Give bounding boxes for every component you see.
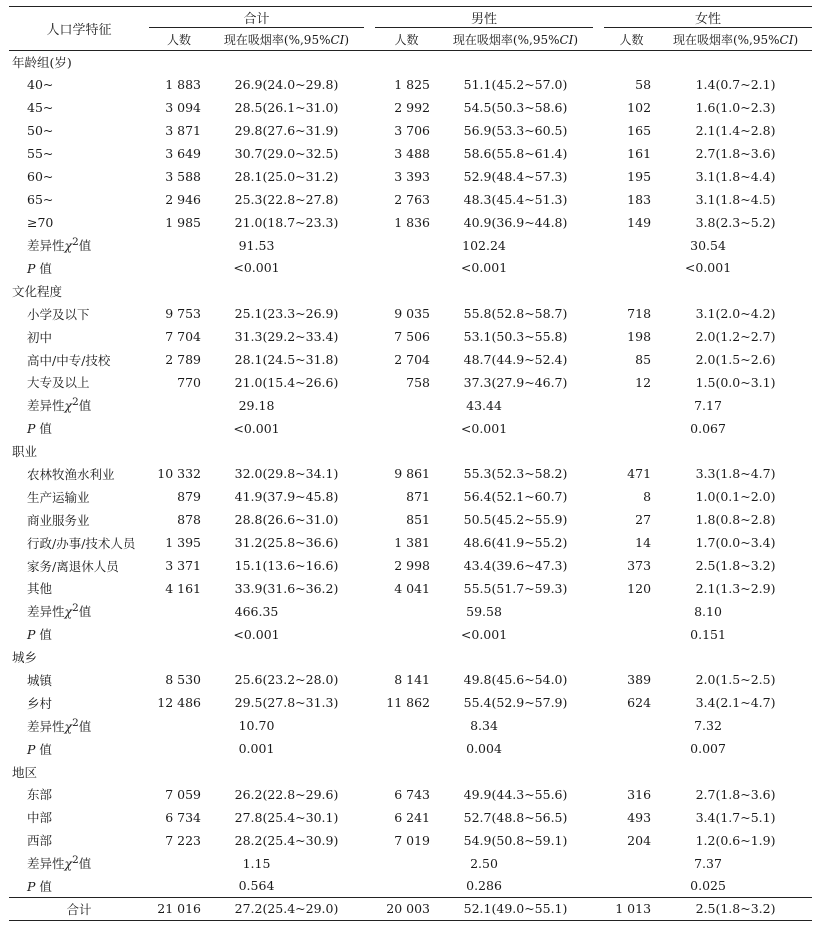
group-header-female: 女性 — [604, 7, 812, 28]
female-rate-cell: 2.0(1.5~2.6) — [695, 352, 776, 368]
row-label: 其他 — [27, 581, 53, 597]
total-count-cell: 12 486 — [157, 695, 201, 711]
female-rate-cell: 3.3(1.8~4.7) — [695, 466, 776, 482]
male-count-cell: 1 381 — [394, 535, 431, 551]
count-header: 人数 — [166, 32, 191, 47]
total-count-cell: 1 985 — [165, 214, 201, 230]
male-count-cell: 7 019 — [394, 832, 431, 848]
male-count-cell: 20 003 — [386, 901, 431, 917]
male-rate-cell: 48.6(41.9~55.2) — [463, 535, 568, 551]
male-rate-cell: 55.3(52.3~58.2) — [463, 466, 568, 482]
male-rate-cell: 48.3(45.4~51.3) — [463, 191, 568, 207]
male-rate-cell: 55.8(52.8~58.7) — [463, 306, 568, 322]
female-rate-cell: 1.8(0.8~2.8) — [695, 512, 776, 528]
total-rate-cell: 28.5(26.1~31.0) — [234, 100, 339, 116]
female-rate-cell: 2.7(1.8~3.6) — [695, 146, 776, 161]
total-count-cell: 770 — [177, 374, 201, 390]
p-total-cell: 0.001 — [238, 741, 275, 757]
table-row — [9, 119, 812, 142]
male-count-cell: 871 — [406, 489, 431, 505]
female-count-cell: 14 — [635, 535, 652, 551]
rate-header: 现在吸烟率(%,95%CI) — [452, 32, 579, 47]
female-count-cell: 195 — [627, 168, 652, 184]
row-label: 西部 — [27, 833, 53, 849]
table-row — [9, 691, 812, 714]
section-title: 文化程度 — [12, 283, 63, 299]
row-label: 60~ — [27, 168, 54, 184]
total-rate-cell: 41.9(37.9~45.8) — [234, 489, 339, 505]
section-title: 职业 — [12, 444, 38, 460]
male-count-cell: 3 706 — [394, 123, 431, 139]
row-label: 农林牧渔水利业 — [27, 466, 115, 482]
row-label: 商业服务业 — [27, 512, 90, 528]
male-rate-cell: 49.8(45.6~54.0) — [463, 672, 568, 688]
female-count-cell: 120 — [627, 580, 652, 596]
p-total-cell: <0.001 — [233, 260, 280, 276]
female-count-cell: 373 — [627, 558, 652, 574]
male-rate-cell: 37.3(27.9~46.7) — [463, 374, 568, 390]
p-female-cell: 0.067 — [690, 420, 726, 436]
chi-square-row — [9, 600, 812, 623]
section-header-row — [9, 279, 812, 302]
total-count-cell: 1 883 — [165, 77, 201, 93]
chi-total-cell: 466.35 — [234, 603, 279, 619]
row-label: 合计 — [66, 901, 92, 917]
male-count-cell: 4 041 — [394, 580, 431, 596]
female-count-cell: 102 — [627, 100, 652, 116]
total-count-cell: 878 — [177, 512, 201, 528]
male-count-cell: 3 488 — [394, 146, 431, 161]
male-rate-cell: 58.6(55.8~61.4) — [463, 146, 568, 161]
male-count-cell: 7 506 — [394, 329, 431, 345]
male-rate-cell: 56.4(52.1~60.7) — [463, 489, 568, 505]
male-rate-cell: 52.9(48.4~57.3) — [463, 168, 568, 184]
female-rate-cell: 2.0(1.2~2.7) — [695, 329, 776, 345]
female-rate-cell: 1.7(0.0~3.4) — [695, 535, 776, 551]
total-rate-cell: 31.3(29.2~33.4) — [234, 329, 339, 345]
total-count-cell: 3 094 — [165, 100, 201, 116]
p-male-cell: 0.286 — [466, 878, 502, 894]
male-count-cell: 3 393 — [394, 168, 431, 184]
chi-total-cell: 29.18 — [238, 397, 275, 413]
table-row — [9, 348, 812, 371]
male-rate-cell: 50.5(45.2~55.9) — [463, 512, 568, 528]
row-label: 50~ — [27, 123, 54, 139]
row-label: 城镇 — [27, 672, 53, 688]
p-value-row — [9, 737, 812, 760]
male-rate-cell: 54.9(50.8~59.1) — [463, 832, 568, 848]
female-rate-cell: 1.0(0.1~2.0) — [695, 489, 776, 505]
total-count-cell: 3 871 — [165, 123, 201, 139]
female-count-cell: 27 — [635, 512, 652, 528]
male-rate-cell: 40.9(36.9~44.8) — [463, 214, 568, 230]
total-rate-cell: 27.8(25.4~30.1) — [234, 809, 339, 825]
section-header-row — [9, 646, 812, 669]
female-rate-cell: 2.0(1.5~2.5) — [695, 672, 776, 688]
male-count-cell: 6 743 — [394, 786, 431, 802]
chi-male-cell: 8.34 — [470, 718, 498, 734]
male-count-cell: 2 763 — [394, 191, 431, 207]
chi-total-cell: 91.53 — [238, 237, 275, 253]
row-label: ≥70 — [27, 214, 54, 230]
chi-female-cell: 30.54 — [690, 237, 726, 253]
total-rate-cell: 25.1(23.3~26.9) — [234, 306, 339, 322]
row-label: 高中/中专/技校 — [27, 352, 111, 368]
female-count-cell: 1 013 — [615, 901, 652, 917]
female-rate-cell: 2.7(1.8~3.6) — [695, 786, 776, 802]
table-header — [9, 7, 812, 51]
total-count-cell: 21 016 — [157, 901, 201, 917]
female-rate-cell: 3.1(1.8~4.5) — [695, 191, 776, 207]
total-rate-cell: 21.0(15.4~26.6) — [234, 374, 339, 390]
row-label: 大专及以上 — [27, 375, 90, 391]
male-rate-cell: 51.1(45.2~57.0) — [463, 77, 568, 93]
total-rate-cell: 15.1(13.6~16.6) — [234, 558, 339, 574]
p-male-cell: <0.001 — [460, 626, 508, 642]
total-rate-cell: 32.0(29.8~34.1) — [234, 466, 339, 482]
section-header-row — [9, 51, 812, 74]
table-row — [9, 371, 812, 394]
male-count-cell: 6 241 — [394, 809, 431, 825]
total-rate-cell: 33.9(31.6~36.2) — [234, 580, 339, 596]
row-label: 东部 — [27, 787, 53, 803]
female-rate-cell: 3.4(2.1~4.7) — [695, 695, 776, 711]
chi-total-cell: 1.15 — [242, 855, 271, 871]
table-row — [9, 669, 812, 692]
table-row — [9, 96, 812, 119]
p-female-cell: 0.025 — [690, 878, 726, 894]
section-title: 地区 — [12, 764, 38, 780]
total-count-cell: 6 734 — [165, 809, 201, 825]
male-count-cell: 2 998 — [394, 558, 431, 574]
chi-square-row — [9, 852, 812, 875]
total-count-cell: 1 395 — [165, 535, 201, 551]
p-female-cell: 0.151 — [690, 626, 726, 642]
male-count-cell: 2 704 — [394, 352, 431, 368]
female-rate-cell: 1.6(1.0~2.3) — [695, 100, 776, 116]
p-female-cell: <0.001 — [684, 260, 732, 276]
total-count-cell: 3 649 — [165, 146, 201, 161]
table-row — [9, 142, 812, 165]
section-header-row — [9, 760, 812, 783]
total-count-cell: 7 704 — [165, 329, 201, 345]
female-count-cell: 165 — [627, 123, 652, 139]
p-male-cell: <0.001 — [460, 260, 508, 276]
male-count-cell: 2 992 — [394, 100, 431, 116]
female-count-cell: 389 — [627, 672, 652, 688]
p-value-label: P 值 — [27, 878, 52, 894]
total-rate-cell: 30.7(29.0~32.5) — [234, 146, 339, 161]
row-label: 45~ — [27, 100, 54, 116]
p-total-cell: <0.001 — [233, 420, 280, 436]
total-count-cell: 8 530 — [165, 672, 201, 688]
count-header: 人数 — [619, 32, 644, 47]
male-rate-cell: 55.5(51.7~59.3) — [463, 580, 568, 596]
male-rate-cell: 43.4(39.6~47.3) — [463, 558, 568, 574]
total-count-cell: 4 161 — [165, 580, 201, 596]
total-rate-cell: 21.0(18.7~23.3) — [234, 214, 339, 230]
chi-male-cell: 43.44 — [466, 397, 502, 413]
chi-female-cell: 8.10 — [694, 603, 722, 619]
female-count-cell: 58 — [635, 77, 652, 93]
female-rate-cell: 3.4(1.7~5.1) — [695, 809, 776, 825]
chi-square-label: 差异性$\chi^2$值 — [27, 854, 92, 872]
table-row — [9, 302, 812, 325]
female-rate-cell: 2.1(1.4~2.8) — [695, 123, 776, 139]
table-row — [9, 806, 812, 829]
total-rate-cell: 28.2(25.4~30.9) — [234, 832, 339, 848]
female-rate-cell: 2.1(1.3~2.9) — [695, 580, 776, 596]
total-row — [9, 897, 812, 920]
table-row — [9, 577, 812, 600]
female-count-cell: 149 — [627, 214, 652, 230]
p-total-cell: <0.001 — [233, 626, 280, 642]
chi-square-row — [9, 234, 812, 257]
smoking-prevalence-table — [9, 6, 812, 921]
row-label: 小学及以下 — [27, 306, 90, 322]
count-header: 人数 — [394, 32, 419, 47]
female-count-cell: 316 — [627, 786, 652, 802]
chi-female-cell: 7.32 — [694, 718, 722, 734]
p-value-label: P 值 — [27, 260, 52, 276]
chi-square-row — [9, 714, 812, 737]
table-row — [9, 829, 812, 852]
male-rate-cell: 48.7(44.9~52.4) — [463, 352, 568, 368]
total-rate-cell: 29.8(27.6~31.9) — [234, 123, 339, 139]
male-count-cell: 1 836 — [394, 214, 431, 230]
p-value-row — [9, 417, 812, 440]
male-rate-cell: 54.5(50.3~58.6) — [463, 100, 568, 116]
male-rate-cell: 52.7(48.8~56.5) — [463, 809, 568, 825]
table-row — [9, 463, 812, 486]
group-header-male: 男性 — [375, 7, 593, 28]
female-rate-cell: 1.2(0.6~1.9) — [695, 832, 776, 848]
rate-header: 现在吸烟率(%,95%CI) — [223, 32, 350, 47]
female-count-cell: 718 — [627, 306, 652, 322]
total-rate-cell: 28.8(26.6~31.0) — [234, 512, 339, 528]
female-count-cell: 493 — [627, 809, 652, 825]
chi-square-row — [9, 394, 812, 417]
chi-male-cell: 59.58 — [466, 603, 502, 619]
table-row — [9, 554, 812, 577]
p-female-cell: 0.007 — [690, 741, 726, 757]
female-rate-cell: 3.8(2.3~5.2) — [695, 214, 776, 230]
row-label: 初中 — [27, 329, 53, 345]
table-row — [9, 165, 812, 188]
total-count-cell: 9 753 — [165, 306, 201, 322]
total-count-cell: 3 588 — [165, 168, 201, 184]
female-count-cell: 161 — [627, 146, 652, 161]
female-rate-cell: 3.1(2.0~4.2) — [695, 306, 776, 322]
table-row — [9, 73, 812, 96]
female-count-cell: 624 — [627, 695, 652, 711]
table-row — [9, 485, 812, 508]
female-rate-cell: 1.4(0.7~2.1) — [695, 77, 776, 93]
table-body — [9, 51, 812, 921]
female-count-cell: 204 — [627, 832, 652, 848]
row-label: 乡村 — [27, 695, 53, 711]
total-rate-cell: 25.6(23.2~28.0) — [234, 672, 339, 688]
table-row — [9, 531, 812, 554]
female-count-cell: 471 — [627, 466, 652, 482]
chi-total-cell: 10.70 — [238, 718, 275, 734]
chi-square-label: 差异性$\chi^2$值 — [27, 716, 92, 734]
total-count-cell: 10 332 — [157, 466, 201, 482]
row-label: 65~ — [27, 191, 54, 207]
male-count-cell: 9 861 — [394, 466, 431, 482]
section-header-row — [9, 440, 812, 463]
p-value-row — [9, 623, 812, 646]
male-count-cell: 8 141 — [394, 672, 431, 688]
group-header-total: 合计 — [149, 7, 364, 28]
row-label: 55~ — [27, 146, 54, 161]
total-rate-cell: 31.2(25.8~36.6) — [234, 535, 339, 551]
male-rate-cell: 55.4(52.9~57.9) — [463, 695, 568, 711]
male-count-cell: 1 825 — [394, 77, 431, 93]
male-count-cell: 9 035 — [394, 306, 431, 322]
row-label: 家务/离退休人员 — [27, 558, 119, 574]
chi-male-cell: 2.50 — [470, 855, 498, 871]
chi-male-cell: 102.24 — [462, 237, 506, 253]
p-value-label: P 值 — [27, 627, 52, 643]
female-count-cell: 85 — [635, 352, 652, 368]
chi-square-label: 差异性$\chi^2$值 — [27, 235, 92, 254]
female-rate-cell: 1.5(0.0~3.1) — [695, 374, 776, 390]
section-title: 年龄组(岁) — [12, 55, 72, 71]
male-count-cell: 758 — [406, 374, 431, 390]
p-value-row — [9, 257, 812, 280]
male-rate-cell: 49.9(44.3~55.6) — [463, 786, 568, 802]
female-rate-cell: 2.5(1.8~3.2) — [695, 558, 776, 574]
male-rate-cell: 56.9(53.3~60.5) — [463, 123, 568, 139]
row-label-header: 人口学特征 — [46, 23, 112, 38]
table-row — [9, 188, 812, 211]
p-value-row — [9, 875, 812, 898]
p-male-cell: 0.004 — [466, 741, 502, 757]
chi-female-cell: 7.17 — [694, 397, 722, 413]
female-count-cell: 183 — [627, 191, 652, 207]
female-count-cell: 8 — [643, 489, 652, 505]
p-male-cell: <0.001 — [460, 420, 508, 436]
p-total-cell: 0.564 — [238, 878, 275, 894]
male-count-cell: 11 862 — [386, 695, 431, 711]
total-rate-cell: 28.1(25.0~31.2) — [234, 168, 339, 184]
total-count-cell: 7 059 — [165, 786, 201, 802]
total-rate-cell: 26.2(22.8~29.6) — [234, 786, 339, 802]
male-rate-cell: 53.1(50.3~55.8) — [463, 329, 568, 345]
table-row — [9, 508, 812, 531]
female-rate-cell: 3.1(1.8~4.4) — [695, 168, 776, 184]
rate-header: 现在吸烟率(%,95%CI) — [672, 32, 799, 47]
female-rate-cell: 2.5(1.8~3.2) — [695, 901, 776, 917]
total-count-cell: 2 946 — [165, 191, 201, 207]
p-value-label: P 值 — [27, 421, 52, 437]
row-label: 中部 — [27, 810, 53, 826]
total-count-cell: 879 — [177, 489, 201, 505]
male-count-cell: 851 — [406, 512, 431, 528]
male-rate-cell: 52.1(49.0~55.1) — [463, 901, 568, 917]
table-row — [9, 783, 812, 806]
total-rate-cell: 26.9(24.0~29.8) — [234, 77, 339, 93]
table-row — [9, 325, 812, 348]
row-label: 40~ — [27, 77, 54, 93]
total-rate-cell: 28.1(24.5~31.8) — [234, 352, 339, 368]
row-label: 生产运输业 — [27, 489, 90, 505]
total-count-cell: 3 371 — [165, 558, 201, 574]
total-count-cell: 7 223 — [165, 832, 201, 848]
total-rate-cell: 25.3(22.8~27.8) — [234, 191, 339, 207]
female-count-cell: 12 — [635, 374, 652, 390]
chi-female-cell: 7.37 — [694, 855, 722, 871]
chi-square-label: 差异性$\chi^2$值 — [27, 396, 92, 414]
row-label: 行政/办事/技术人员 — [27, 535, 136, 551]
total-rate-cell: 29.5(27.8~31.3) — [234, 695, 339, 711]
table-row — [9, 211, 812, 234]
total-rate-cell: 27.2(25.4~29.0) — [234, 901, 339, 917]
female-count-cell: 198 — [627, 329, 652, 345]
chi-square-label: 差异性$\chi^2$值 — [27, 602, 92, 620]
p-value-label: P 值 — [27, 741, 52, 757]
section-title: 城乡 — [12, 650, 38, 666]
total-count-cell: 2 789 — [165, 352, 201, 368]
